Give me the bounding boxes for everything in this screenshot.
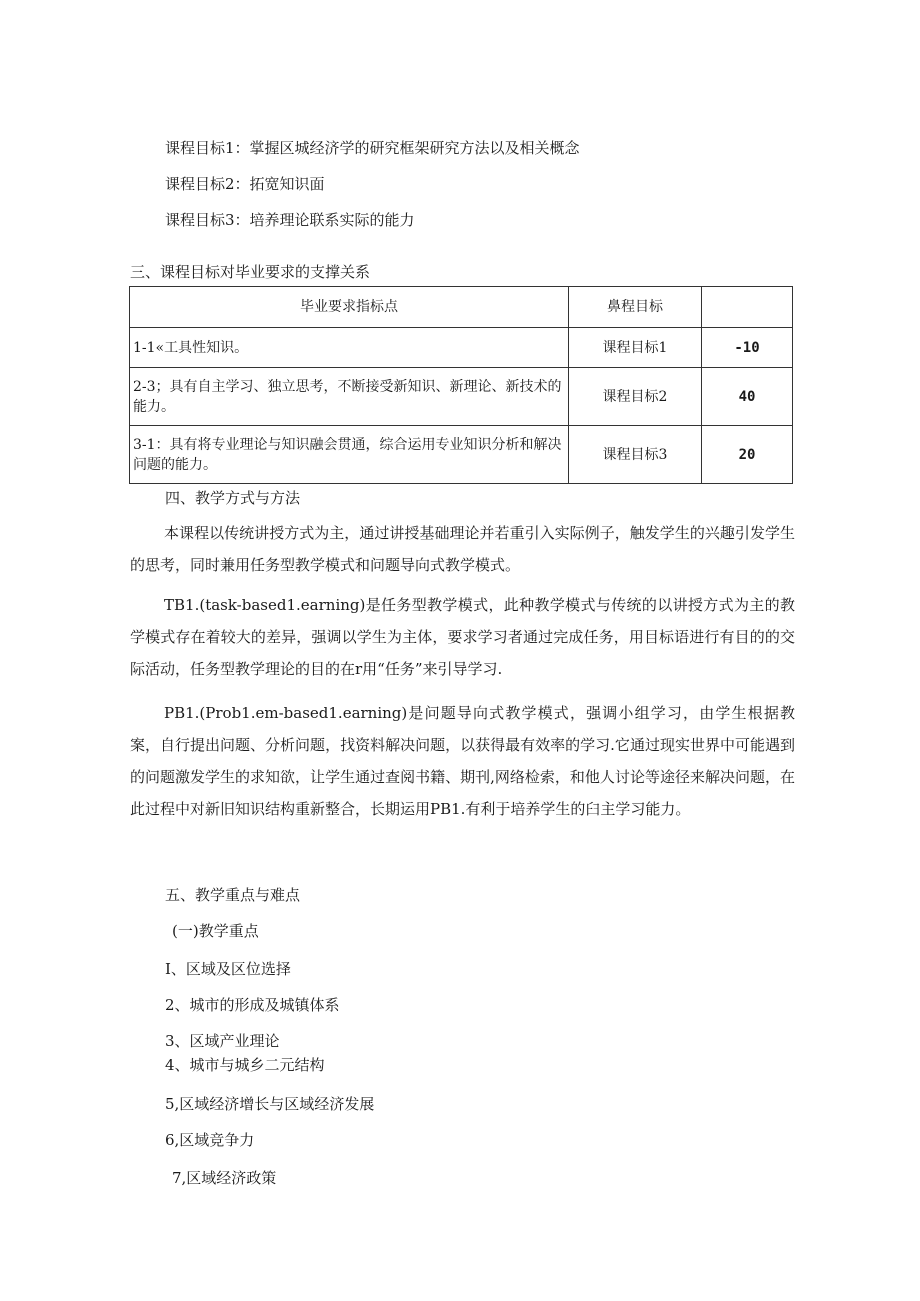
requirement-cell: 1-1«工具性知识。 [130, 328, 569, 368]
section3-title: 三、课程目标对毕业要求的支撑关系 [130, 263, 371, 281]
paragraph-text: TB1.(task-based1.earning)是任务型教学模式，此种教学模式与传统的以讲授方式为主的教学模式存在着较大的差异，强调以学生为主体，要求学习者通过完成任务，用目标语进行有目的的交际活动，任务型教学理论的目的在r用“任务”来引导学习. [130, 596, 795, 678]
header-weight [702, 287, 793, 328]
paragraph-teaching-method [130, 517, 795, 581]
header-requirement: 毕业要求指标点 [130, 287, 569, 328]
goal-cell: 课程目标2 [569, 368, 702, 426]
header-course-goal: 鼻程目标 [569, 287, 702, 328]
table-row [130, 426, 793, 484]
key-point-item: 3、区域产业理论 [165, 1032, 280, 1050]
key-point-item: I、区域及区位选择 [165, 960, 291, 978]
paragraph-text: PB1.(Prob1.em-based1.earning)是问题导向式教学模式，强调小组学习，由学生根据教案，自行提出问题、分析问题，找资料解决问题，以获得最有效率的学习.它通过现实世界中可能遇到的问题激发学生的求知欲，让学生通过查阅书籍、期刊,网络检索，和他人讨论等途径来解决问题，在此过程中对新旧知识结构重新整合，长期运用PB1.有利于培养学生的臼主学习能力。 [130, 704, 795, 818]
paragraph-pbl [130, 697, 795, 825]
requirement-cell: 3-1：具有将专业理论与知识融会贯通，综合运用专业知识分析和解决问题的能力。 [130, 426, 569, 484]
key-point-item: 7,区域经济政策 [172, 1169, 277, 1187]
weight-cell: -10 [702, 328, 793, 368]
course-goal-2: 课程目标2：拓宽知识面 [165, 175, 325, 193]
support-table [129, 286, 793, 484]
weight-cell: 20 [702, 426, 793, 484]
course-goal-1: 课程目标1：掌握区城经济学的研究框架研究方法以及相关概念 [165, 139, 580, 157]
paragraph-text: 本课程以传统讲授方式为主，通过讲授基础理论并若重引入实际例子，触发学生的兴趣引发学生的思考，同时兼用任务型教学模式和问题导向式教学模式。 [130, 524, 795, 574]
key-point-item: 2、城市的形成及城镇体系 [165, 996, 340, 1014]
table-row [130, 328, 793, 368]
key-point-item: 6,区域竞争力 [165, 1131, 255, 1149]
section5-subtitle: (一)教学重点 [172, 922, 259, 940]
requirement-cell: 2-3；具有自主学习、独立思考，不断接受新知识、新理论、新技术的能力。 [130, 368, 569, 426]
goal-cell: 课程目标1 [569, 328, 702, 368]
table-row [130, 368, 793, 426]
section5-title: 五、教学重点与难点 [165, 886, 301, 904]
table-header-row [130, 287, 793, 328]
goal-cell: 课程目标3 [569, 426, 702, 484]
weight-cell: 40 [702, 368, 793, 426]
section4-title: 四、教学方式与方法 [165, 489, 301, 507]
key-point-item: 5,区域经济增长与区域经济发展 [165, 1095, 375, 1113]
paragraph-tbl [130, 589, 795, 685]
key-point-item: 4、城市与城乡二元结构 [165, 1056, 325, 1074]
course-goal-3: 课程目标3：培养理论联系实际的能力 [165, 211, 415, 229]
